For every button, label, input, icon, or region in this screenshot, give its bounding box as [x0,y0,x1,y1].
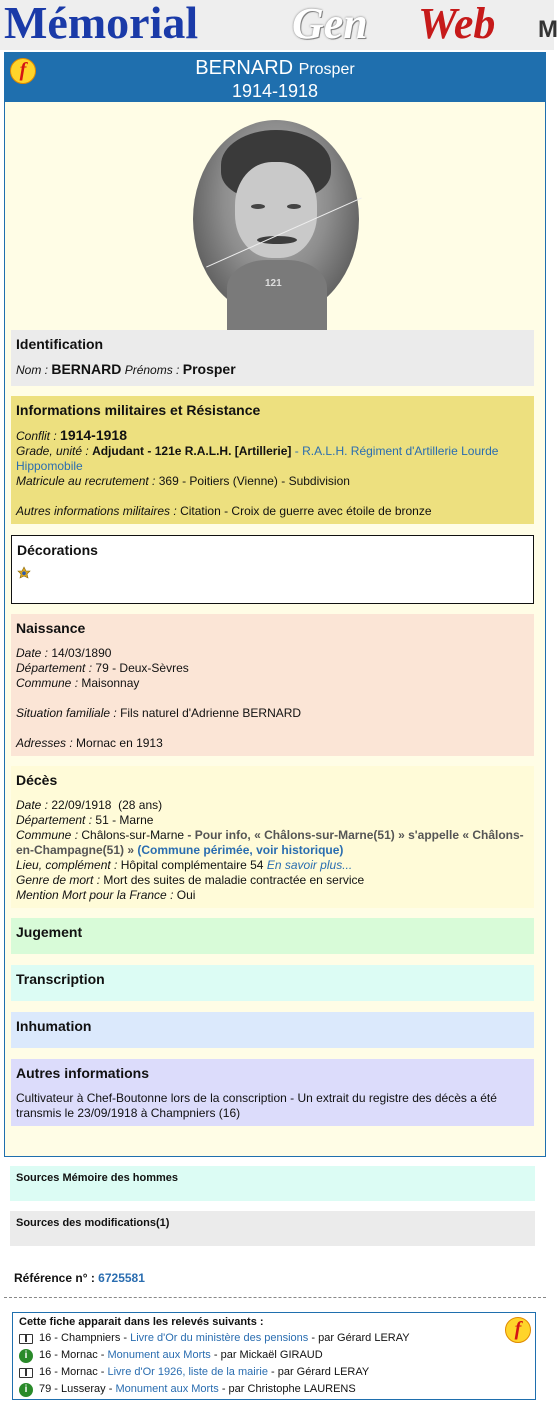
medal-icon[interactable] [17,566,31,582]
naissance-commune: Maisonnay [81,676,140,690]
matricule-value: 369 - Poitiers (Vienne) - Subdivision [158,474,350,488]
section-transcription [11,965,534,1001]
section-naissance: Naissance Date : 14/03/1890 Département : 79 - Deux-Sèvres Commune : Maisonnay Situation familiale : Fils naturel d'Adrienne BERNARD Adresses : Mornac en 1913 [11,614,534,756]
releve-item: i 16 - Mornac - Monument aux Morts - par Mickaël GIRAUD [19,1347,529,1364]
autres-text: Cultivateur à Chef-Boutonne lors de la conscription - Un extrait du registre des décès a été transmis le 23/09/1918 à Champniers (16) [16,1091,497,1120]
inhumation-title: Inhumation [16,1018,92,1034]
reference: Référence n° : 6725581 [14,1271,145,1285]
logo-web: Web [418,0,496,48]
logo-m: M [538,16,558,43]
deces-date: 22/09/1918 (28 ans) [51,798,163,812]
section-decorations [11,535,534,604]
fiche-card [4,52,546,1157]
jugement-title: Jugement [16,924,83,940]
mention-mpf-value: Oui [176,888,196,902]
deces-dept: 51 - Marne [95,813,154,827]
releve-link[interactable]: Livre d'Or 1926, liste de la mairie [107,1366,268,1378]
ralh-link[interactable]: - R.A.L.H. Régiment d'Artillerie Lourde Hippomobile [16,444,499,473]
lieu-value: Hôpital complémentaire 54 [120,858,264,872]
person-name: BERNARD Prosper [195,57,355,79]
releve-item: i 79 - Lusseray - Monument aux Morts - par Christophe LAURENS [19,1381,529,1398]
sources-modifications-toggle[interactable]: Sources des modifications(1) [10,1211,535,1246]
decorations-title: Décorations [17,542,98,558]
section-militaire: Informations militaires et Résistance Conflit : 1914-1918 Grade, unité : Adjudant - 121e R.A.L.H. [Artillerie] - R.A.L.H. Régiment d'Artillerie Lourde Hippomobile Matricule au recrutement : 369 - Poitiers (Vienne) - Subdivision Autres informations militaires : Citation - Croix de guerre avec étoile de bronze [11,396,534,524]
sources-mdh-toggle[interactable]: Sources Mémoire des hommes [10,1166,535,1201]
prenoms-value: Prosper [182,361,236,377]
identification-title: Identification [16,336,104,352]
logo-memorial: Mémorial [4,0,199,48]
fiche-header [5,53,545,102]
facebook-f-icon[interactable]: f [505,1317,531,1343]
monument-icon: i [19,1383,33,1397]
naissance-dept: 79 - Deux-Sèvres [95,661,189,675]
releve-link[interactable]: Monument aux Morts [107,1349,211,1361]
releves-box [12,1312,536,1400]
deces-title: Décès [16,772,58,788]
situation-value: Fils naturel d'Adrienne BERNARD [120,706,302,720]
grade-value: Adjudant - 121e R.A.L.H. [Artillerie] [92,444,292,458]
autres-title: Autres informations [16,1065,150,1081]
autres-mil-value: Citation - Croix de guerre avec étoile de bronze [180,504,432,518]
releves-title: Cette fiche apparait dans les relevés suivants : [19,1316,264,1328]
naissance-title: Naissance [16,620,86,636]
person-years: 1914-1918 [231,81,319,101]
monument-icon: i [19,1349,33,1363]
commune-historique-link[interactable]: (Commune périmée, voir historique) [137,843,344,857]
facebook-f-icon[interactable]: f [10,58,36,84]
reference-link[interactable]: 6725581 [98,1271,145,1285]
genre-mort-value: Mort des suites de maladie contractée en service [103,873,365,887]
releve-link[interactable]: Monument aux Morts [115,1383,219,1395]
transcription-title: Transcription [16,971,105,987]
nom-value: BERNARD [51,361,122,377]
militaire-title: Informations militaires et Résistance [16,402,261,418]
logo-gen: Gen [292,0,368,48]
adresses-value: Mornac en 1913 [76,736,163,750]
divider [4,1297,546,1298]
releve-link[interactable]: Livre d'Or du ministère des pensions [130,1332,309,1344]
section-inhumation [11,1012,534,1048]
book-icon [19,1368,33,1378]
section-deces: Décès Date : 22/09/1918 (28 ans) Département : 51 - Marne Commune : Châlons-sur-Marne - Pour info, « Châlons-sur-Marne(51) » s'appelle « Châlons-en-Champagne(51) » (Commune périmée, voir historique) Lieu, complément : Hôpital complémentaire 54 En savoir plus... Genre de mort : Mort des suites de maladie contractée en service Mention Mort pour la France : Oui [11,766,534,908]
deces-commune: Châlons-sur-Marne [81,828,185,842]
en-savoir-plus-link[interactable]: En savoir plus... [266,858,353,872]
section-identification: Identification Nom : BERNARD Prénoms : Prosper [11,330,534,386]
conflit-value: 1914-1918 [60,427,127,443]
releve-item: 16 - Champniers - Livre d'Or du ministère des pensions - par Gérard LERAY [19,1330,529,1347]
section-jugement [11,918,534,954]
book-icon [19,1334,33,1344]
naissance-date: 14/03/1890 [51,646,112,660]
soldier-photo: 121 [193,120,359,318]
section-autres-informations [11,1059,534,1126]
site-banner[interactable] [0,0,558,50]
releve-item: 16 - Mornac - Livre d'Or 1926, liste de la mairie - par Gérard LERAY [19,1364,529,1381]
commune-info: - Pour info, « Châlons-sur-Marne(51) » s'appelle « Châlons-en-Champagne(51) » [16,828,524,857]
